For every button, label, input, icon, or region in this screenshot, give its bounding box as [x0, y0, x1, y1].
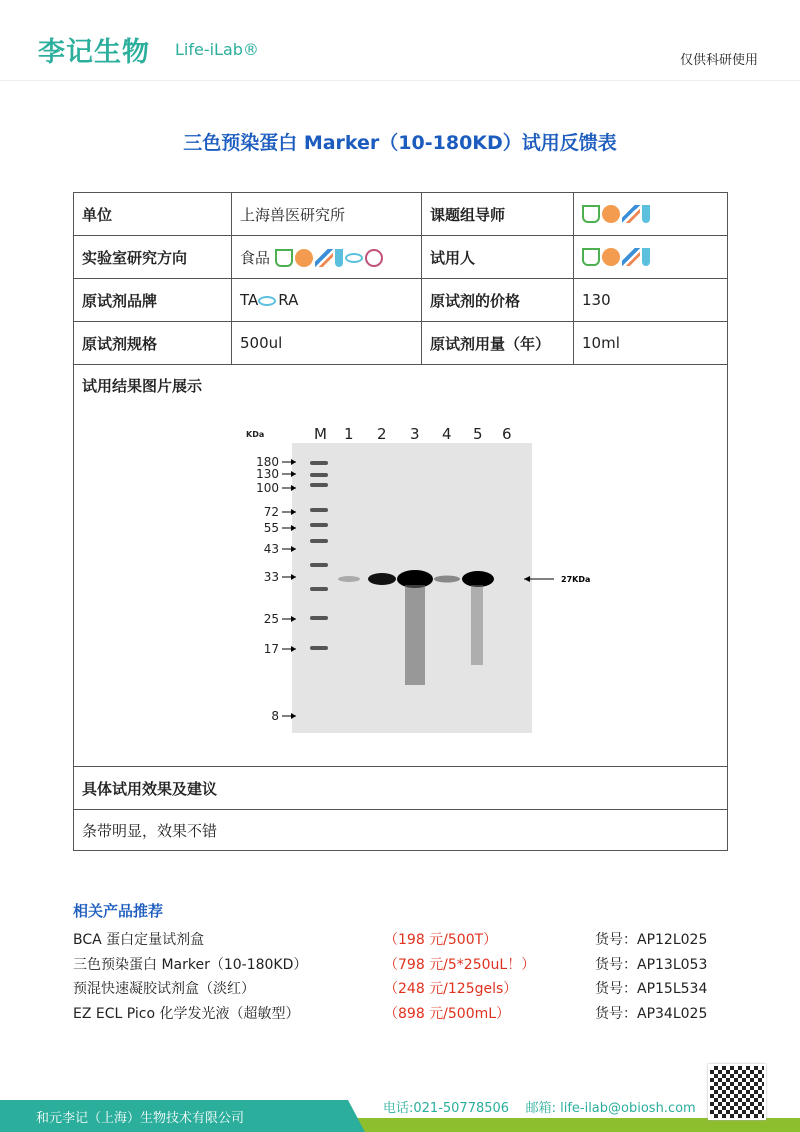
direction-label: 实验室研究方向	[74, 236, 232, 279]
protein-band	[368, 573, 396, 585]
product-name: 三色预染蛋白 Marker（10-180KD）	[73, 956, 308, 973]
product-catalog-number: 货号：AP13L053	[595, 956, 708, 973]
qr-code	[708, 1064, 766, 1120]
product-price: （798 元/5*250uL！）	[384, 956, 536, 973]
dna-icon	[622, 248, 640, 266]
product-name: EZ ECL Pico 化学发光液（超敏型）	[73, 1005, 300, 1022]
marker-band	[310, 646, 328, 650]
effect-label: 具体试用效果及建议	[74, 767, 728, 810]
brand-text-b: RA	[278, 291, 299, 309]
gel-image	[74, 405, 729, 765]
result-image-cell	[74, 365, 728, 767]
lane-label: 2	[377, 425, 387, 443]
lane-label: 1	[344, 425, 354, 443]
marker-label: 55	[263, 521, 279, 535]
marker-band	[310, 473, 328, 477]
lane3-smear	[405, 585, 425, 685]
logo-en: Life-iLab®	[175, 40, 259, 59]
tester-label: 试用人	[422, 236, 574, 279]
flask-icon	[275, 249, 293, 267]
product-catalog-number: 货号：AP12L025	[595, 932, 708, 948]
marker-label: 25	[263, 612, 279, 626]
marker-band	[310, 523, 328, 527]
footer-company: 和元李记（上海）生物技术有限公司	[36, 1111, 245, 1126]
marker-band	[310, 563, 328, 567]
effect-value: 条带明显，效果不错	[74, 810, 728, 851]
header-divider	[0, 80, 800, 81]
protein-band	[462, 571, 494, 587]
petri-dish-icon	[345, 253, 363, 263]
footer-contact: 电话:021-50778506 邮箱: life-ilab@obiosh.com	[383, 1101, 696, 1116]
cell-icon	[602, 248, 620, 266]
marker-label: 33	[263, 570, 279, 584]
brand-text-a: TA	[240, 291, 259, 309]
advisor-label: 课题组导师	[422, 193, 574, 236]
marker-label: 100	[256, 481, 279, 495]
marker-label: 8	[271, 709, 279, 723]
price-label: 原试剂的价格	[422, 279, 574, 322]
unit-value: 上海兽医研究所	[232, 193, 422, 236]
cell-icon	[295, 249, 313, 267]
atom-icon	[365, 249, 383, 267]
advisor-value-icons	[574, 193, 728, 236]
lane-label: 3	[410, 425, 420, 443]
marker-label: 130	[256, 467, 279, 481]
test-tube-icon	[335, 249, 343, 267]
protein-band	[434, 576, 460, 583]
test-tube-icon	[642, 248, 650, 266]
protein-band	[338, 576, 360, 582]
result-label: 试用结果图片展示	[82, 377, 203, 395]
logo-cn: 李记生物	[38, 37, 150, 68]
usage-value: 10ml	[574, 322, 728, 365]
flask-icon	[582, 205, 600, 223]
spec-value: 500ul	[232, 322, 422, 365]
marker-label: 180	[256, 455, 279, 469]
recommend-title: 相关产品推荐	[73, 902, 164, 920]
dna-icon	[622, 205, 640, 223]
marker-band	[310, 508, 328, 512]
marker-band	[310, 483, 328, 487]
research-use-note: 仅供科研使用	[679, 53, 758, 68]
flask-icon	[582, 248, 600, 266]
product-name: 预混快速凝胶试剂盒（淡红）	[73, 981, 255, 997]
direction-value	[232, 236, 422, 279]
product-price: （198 元/500T）	[384, 932, 498, 948]
marker-band	[310, 616, 328, 620]
kda-unit-label: KDa	[246, 430, 265, 439]
cell-icon	[602, 205, 620, 223]
marker-label: 43	[263, 542, 279, 556]
petri-dish-icon	[258, 296, 276, 306]
marker-band	[310, 461, 328, 465]
dna-icon	[315, 249, 333, 267]
brand-value	[232, 279, 422, 322]
marker-label: 17	[263, 642, 279, 656]
feedback-form-table	[73, 192, 728, 851]
product-catalog-number: 货号：AP15L534	[595, 981, 708, 997]
product-price: （898 元/500mL）	[384, 1005, 511, 1022]
product-name: BCA 蛋白定量试剂盒	[73, 932, 205, 948]
product-catalog-number: 货号：AP34L025	[595, 1005, 708, 1022]
lane-label: 4	[442, 425, 452, 443]
usage-label: 原试剂用量（年）	[422, 322, 574, 365]
price-value: 130	[574, 279, 728, 322]
unit-label: 单位	[74, 193, 232, 236]
test-tube-icon	[642, 205, 650, 223]
target-label: 27KDa	[561, 575, 591, 584]
marker-band	[310, 587, 328, 591]
brand-label: 原试剂品牌	[74, 279, 232, 322]
lane-label: M	[314, 425, 327, 443]
spec-label: 原试剂规格	[74, 322, 232, 365]
product-price: （248 元/125gels）	[384, 981, 518, 997]
page-title: 三色预染蛋白 Marker（10-180KD）试用反馈表	[183, 132, 617, 154]
lane-label: 6	[502, 425, 512, 443]
lane5-smear	[471, 585, 483, 665]
lane-label: 5	[473, 425, 483, 443]
marker-band	[310, 539, 328, 543]
marker-label: 72	[263, 505, 279, 519]
tester-value-icons	[574, 236, 728, 279]
direction-text: 食品	[240, 248, 271, 267]
